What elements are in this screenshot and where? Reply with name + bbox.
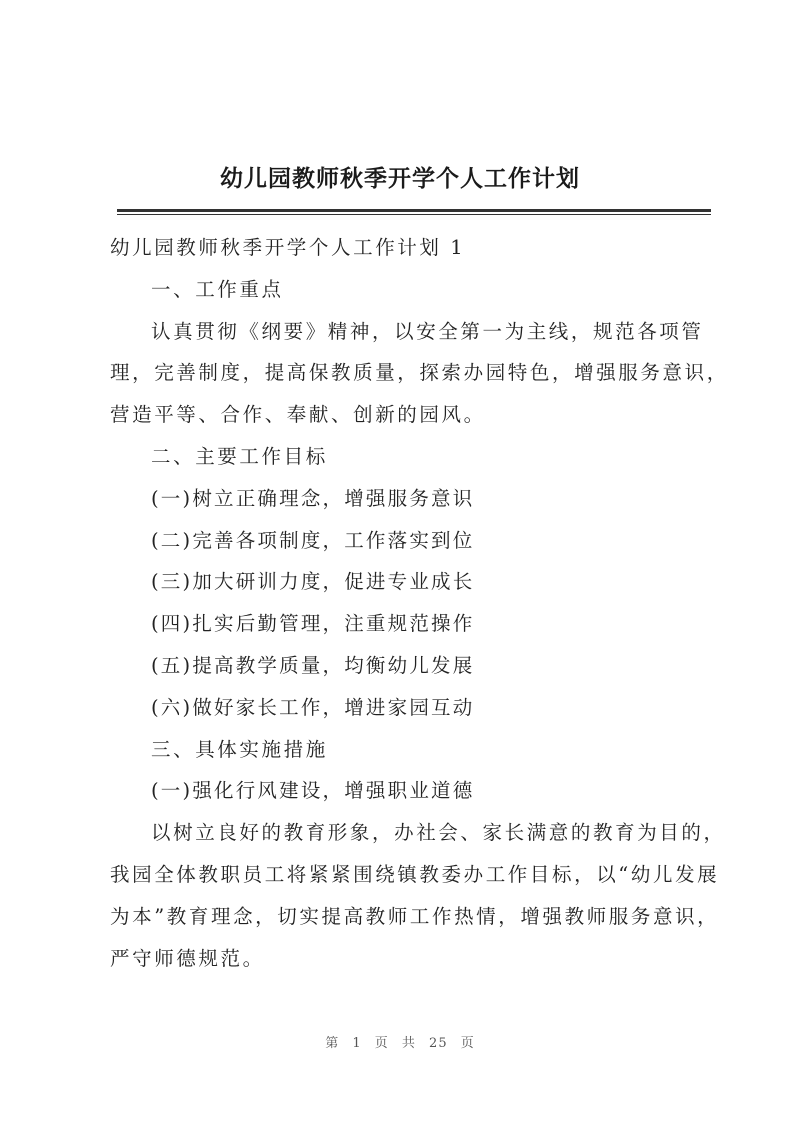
list-item: (一)树立正确理念，增强服务意识: [151, 486, 475, 510]
paragraph-line: 严守师德规范。: [110, 946, 265, 970]
list-item: (一)强化行风建设，增强职业道德: [151, 779, 475, 803]
list-item: (五)提高教学质量，均衡幼儿发展: [151, 653, 475, 677]
list-item: (六)做好家长工作，增进家园互动: [151, 695, 475, 719]
paragraph-line: 以树立良好的教育形象，办社会、家长满意的教育为目的，: [151, 821, 726, 845]
list-item: (二)完善各项制度，工作落实到位: [151, 528, 475, 552]
document-title: 幼儿园教师秋季开学个人工作计划: [220, 165, 580, 192]
heading-work-focus: 一、工作重点: [151, 277, 284, 301]
list-item: (四)扎实后勤管理，注重规范操作: [151, 612, 475, 636]
paragraph-line: 为本”教育理念，切实提高教师工作热情，增强教师服务意识，: [110, 904, 720, 928]
paragraph-line: 营造平等、合作、奉献、创新的园风。: [110, 403, 486, 427]
paragraph-line: 理，完善制度，提高保教质量，探索办园特色，增强服务意识，: [110, 361, 729, 385]
document-body: [110, 227, 729, 979]
section-heading: 幼儿园教师秋季开学个人工作计划 1: [110, 236, 466, 259]
title-rule-thin: [117, 214, 711, 215]
heading-main-goals: 二、主要工作目标: [151, 444, 328, 468]
paragraph-line: 我园全体教职员工将紧紧围绕镇教委办工作目标，以“幼儿发展: [110, 862, 720, 886]
page-footer: 第 1 页 共 25 页: [325, 1036, 475, 1051]
paragraph-line: 认真贯彻《纲要》精神，以安全第一为主线，规范各项管: [151, 319, 704, 343]
title-rule-thick: [117, 209, 711, 212]
list-item: (三)加大研训力度，促进专业成长: [151, 570, 475, 594]
heading-measures: 三、具体实施措施: [151, 737, 328, 761]
